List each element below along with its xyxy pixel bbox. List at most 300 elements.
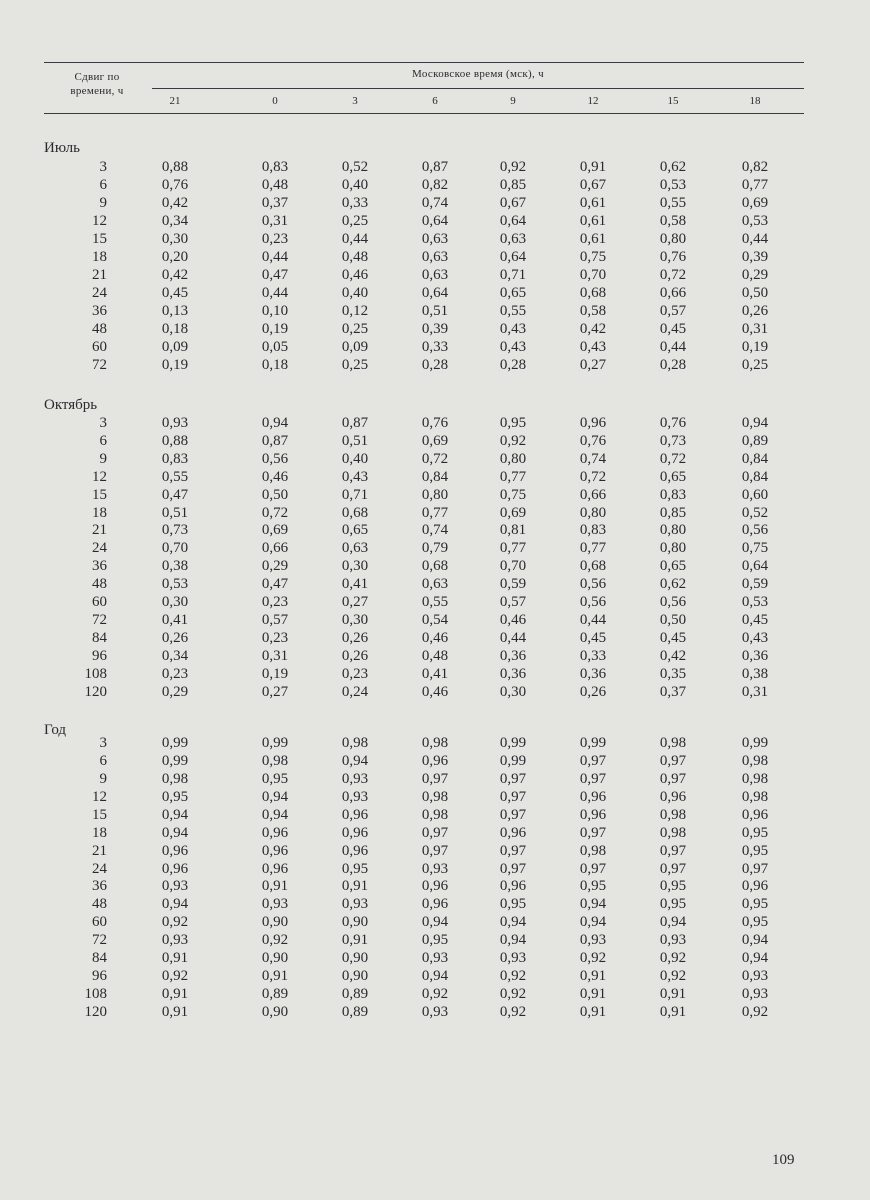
column-header: 21 xyxy=(169,95,181,107)
table-cell: 0,47 xyxy=(261,267,289,283)
table-cell: 0,63 xyxy=(499,231,527,247)
shift-value: 36 xyxy=(92,878,107,895)
table-cell: 0,99 xyxy=(161,735,189,751)
table-cell: 0,38 xyxy=(741,665,769,682)
table-cell: 0,94 xyxy=(261,415,289,431)
table-cell: 0,92 xyxy=(741,1003,769,1020)
shift-value: 24 xyxy=(92,285,107,301)
table-row xyxy=(0,267,870,285)
table-cell: 0,76 xyxy=(659,249,687,265)
table-cell: 0,52 xyxy=(341,159,369,175)
table-cell: 0,29 xyxy=(741,267,769,283)
table-cell: 0,96 xyxy=(741,878,769,895)
table-cell: 0,99 xyxy=(579,735,607,751)
table-cell: 0,81 xyxy=(499,522,527,539)
table-cell: 0,45 xyxy=(741,611,769,628)
table-cell: 0,10 xyxy=(261,303,289,319)
shift-header-line1: Сдвиг по xyxy=(74,71,120,83)
table-cell: 0,84 xyxy=(741,468,769,485)
table-cell: 0,93 xyxy=(161,932,189,949)
table-cell: 0,96 xyxy=(261,824,289,841)
shift-value: 9 xyxy=(99,450,107,467)
table-cell: 0,88 xyxy=(161,159,189,175)
table-cell: 0,96 xyxy=(421,752,449,769)
table-cell: 0,90 xyxy=(341,914,369,931)
shift-value: 72 xyxy=(92,932,107,949)
shift-value: 6 xyxy=(99,752,107,769)
table-cell: 0,41 xyxy=(421,665,449,682)
table-cell: 0,97 xyxy=(659,752,687,769)
table-cell: 0,93 xyxy=(659,932,687,949)
table-cell: 0,34 xyxy=(161,213,189,229)
table-cell: 0,93 xyxy=(161,878,189,895)
table-cell: 0,83 xyxy=(659,486,687,503)
table-cell: 0,93 xyxy=(421,860,449,877)
table-row xyxy=(0,159,870,177)
table-row xyxy=(0,231,870,249)
table-cell: 0,93 xyxy=(741,968,769,985)
table-cell: 0,34 xyxy=(161,647,189,664)
table-cell: 0,23 xyxy=(261,629,289,646)
table-cell: 0,33 xyxy=(421,339,449,355)
table-cell: 0,71 xyxy=(341,486,369,503)
table-row xyxy=(0,540,870,558)
table-cell: 0,19 xyxy=(261,665,289,682)
section-title: Октябрь xyxy=(44,397,98,413)
table-cell: 0,98 xyxy=(741,752,769,769)
table-cell: 0,64 xyxy=(499,213,527,229)
table-cell: 0,92 xyxy=(659,968,687,985)
table-cell: 0,96 xyxy=(741,806,769,823)
table-cell: 0,80 xyxy=(499,450,527,467)
table-row xyxy=(0,771,870,789)
table-cell: 0,36 xyxy=(499,647,527,664)
table-cell: 0,64 xyxy=(499,249,527,265)
table-cell: 0,67 xyxy=(579,177,607,193)
table-cell: 0,33 xyxy=(579,647,607,664)
table-cell: 0,94 xyxy=(499,914,527,931)
table-cell: 0,44 xyxy=(579,611,607,628)
table-cell: 0,97 xyxy=(421,842,449,859)
table-cell: 0,44 xyxy=(261,285,289,301)
table-cell: 0,76 xyxy=(579,432,607,449)
column-header: 3 xyxy=(352,95,358,107)
table-cell: 0,87 xyxy=(261,432,289,449)
table-cell: 0,67 xyxy=(499,195,527,211)
table-cell: 0,99 xyxy=(499,735,527,751)
table-cell: 0,92 xyxy=(261,932,289,949)
table-cell: 0,77 xyxy=(499,468,527,485)
table-cell: 0,93 xyxy=(499,950,527,967)
table-cell: 0,44 xyxy=(341,231,369,247)
table-cell: 0,80 xyxy=(659,231,687,247)
table-cell: 0,92 xyxy=(579,950,607,967)
shift-value: 15 xyxy=(92,806,107,823)
table-cell: 0,75 xyxy=(499,486,527,503)
table-cell: 0,56 xyxy=(579,594,607,610)
table-cell: 0,59 xyxy=(499,576,527,593)
table-cell: 0,70 xyxy=(161,540,189,557)
top-rule xyxy=(44,62,804,63)
table-cell: 0,26 xyxy=(341,647,369,664)
table-row xyxy=(0,303,870,321)
table-cell: 0,98 xyxy=(161,770,189,787)
table-cell: 0,94 xyxy=(421,914,449,931)
table-cell: 0,85 xyxy=(659,504,687,521)
table-cell: 0,18 xyxy=(261,357,289,373)
table-cell: 0,95 xyxy=(341,860,369,877)
shift-value: 12 xyxy=(92,468,107,485)
table-cell: 0,57 xyxy=(499,594,527,610)
table-cell: 0,82 xyxy=(741,159,769,175)
table-cell: 0,96 xyxy=(421,878,449,895)
table-cell: 0,27 xyxy=(579,357,607,373)
table-cell: 0,65 xyxy=(659,468,687,485)
table-cell: 0,91 xyxy=(659,1003,687,1020)
table-cell: 0,76 xyxy=(161,177,189,193)
table-cell: 0,89 xyxy=(341,986,369,1003)
table-cell: 0,93 xyxy=(341,770,369,787)
table-cell: 0,51 xyxy=(421,303,449,319)
table-cell: 0,95 xyxy=(499,415,527,431)
section-title: Июль xyxy=(44,140,80,156)
table-cell: 0,70 xyxy=(499,558,527,575)
table-cell: 0,66 xyxy=(579,486,607,503)
table-cell: 0,90 xyxy=(341,968,369,985)
table-cell: 0,89 xyxy=(341,1003,369,1020)
table-cell: 0,56 xyxy=(579,576,607,593)
table-cell: 0,72 xyxy=(261,504,289,521)
table-row xyxy=(0,576,870,594)
table-cell: 0,40 xyxy=(341,285,369,301)
table-cell: 0,69 xyxy=(499,504,527,521)
table-cell: 0,44 xyxy=(261,249,289,265)
shift-value: 18 xyxy=(92,504,107,521)
table-cell: 0,94 xyxy=(499,932,527,949)
shift-value: 48 xyxy=(92,896,107,913)
table-cell: 0,92 xyxy=(161,968,189,985)
table-cell: 0,63 xyxy=(421,576,449,593)
table-cell: 0,46 xyxy=(261,468,289,485)
table-cell: 0,97 xyxy=(579,752,607,769)
table-cell: 0,94 xyxy=(579,914,607,931)
shift-value: 24 xyxy=(92,860,107,877)
table-cell: 0,09 xyxy=(161,339,189,355)
shift-value: 36 xyxy=(92,303,107,319)
table-cell: 0,46 xyxy=(421,629,449,646)
table-cell: 0,93 xyxy=(341,788,369,805)
shift-value: 3 xyxy=(99,159,107,175)
shift-value: 84 xyxy=(92,950,107,967)
column-header: 15 xyxy=(667,95,679,107)
table-cell: 0,31 xyxy=(741,683,769,700)
table-cell: 0,95 xyxy=(741,914,769,931)
table-cell: 0,96 xyxy=(161,842,189,859)
table-cell: 0,26 xyxy=(741,303,769,319)
table-cell: 0,93 xyxy=(161,415,189,431)
column-header: 12 xyxy=(587,95,599,107)
table-cell: 0,72 xyxy=(659,267,687,283)
table-cell: 0,68 xyxy=(579,285,607,301)
table-cell: 0,93 xyxy=(341,896,369,913)
shift-value: 120 xyxy=(84,683,107,700)
table-cell: 0,66 xyxy=(261,540,289,557)
table-row xyxy=(0,285,870,303)
table-cell: 0,27 xyxy=(261,683,289,700)
table-cell: 0,97 xyxy=(421,770,449,787)
table-cell: 0,89 xyxy=(261,986,289,1003)
table-cell: 0,93 xyxy=(579,932,607,949)
table-cell: 0,96 xyxy=(499,824,527,841)
table-row xyxy=(0,177,870,195)
table-cell: 0,26 xyxy=(579,683,607,700)
table-cell: 0,91 xyxy=(579,1003,607,1020)
table-cell: 0,50 xyxy=(741,285,769,301)
table-row xyxy=(0,666,870,684)
table-cell: 0,68 xyxy=(579,558,607,575)
table-cell: 0,25 xyxy=(341,357,369,373)
table-cell: 0,91 xyxy=(261,878,289,895)
shift-value: 60 xyxy=(92,914,107,931)
table-row xyxy=(0,487,870,505)
table-cell: 0,97 xyxy=(421,824,449,841)
shift-value: 9 xyxy=(99,195,107,211)
table-cell: 0,31 xyxy=(261,647,289,664)
shift-value: 3 xyxy=(99,415,107,431)
shift-value: 9 xyxy=(99,770,107,787)
table-cell: 0,84 xyxy=(421,468,449,485)
table-cell: 0,20 xyxy=(161,249,189,265)
table-cell: 0,69 xyxy=(421,432,449,449)
table-cell: 0,30 xyxy=(161,594,189,610)
table-row xyxy=(0,878,870,896)
table-cell: 0,95 xyxy=(741,842,769,859)
table-row xyxy=(0,451,870,469)
table-cell: 0,96 xyxy=(341,806,369,823)
table-cell: 0,29 xyxy=(161,683,189,700)
table-cell: 0,43 xyxy=(499,339,527,355)
table-cell: 0,77 xyxy=(741,177,769,193)
table-cell: 0,91 xyxy=(161,1003,189,1020)
column-header: 18 xyxy=(749,95,761,107)
table-cell: 0,93 xyxy=(421,1003,449,1020)
table-cell: 0,62 xyxy=(659,576,687,593)
table-cell: 0,63 xyxy=(421,231,449,247)
table-cell: 0,56 xyxy=(659,594,687,610)
table-cell: 0,66 xyxy=(659,285,687,301)
table-cell: 0,77 xyxy=(499,540,527,557)
table-cell: 0,95 xyxy=(741,824,769,841)
shift-value: 96 xyxy=(92,647,107,664)
table-cell: 0,94 xyxy=(161,896,189,913)
table-cell: 0,23 xyxy=(261,594,289,610)
table-row xyxy=(0,505,870,523)
table-cell: 0,89 xyxy=(741,432,769,449)
table-cell: 0,75 xyxy=(579,249,607,265)
table-cell: 0,92 xyxy=(161,914,189,931)
table-cell: 0,68 xyxy=(341,504,369,521)
table-cell: 0,97 xyxy=(499,842,527,859)
table-cell: 0,09 xyxy=(341,339,369,355)
shift-value: 84 xyxy=(92,629,107,646)
table-cell: 0,33 xyxy=(341,195,369,211)
group-header-rule xyxy=(152,88,804,89)
table-cell: 0,96 xyxy=(659,788,687,805)
page-number: 109 xyxy=(772,1152,795,1168)
table-cell: 0,46 xyxy=(421,683,449,700)
table-cell: 0,98 xyxy=(341,735,369,751)
table-cell: 0,48 xyxy=(421,647,449,664)
shift-value: 3 xyxy=(99,735,107,751)
table-cell: 0,70 xyxy=(579,267,607,283)
table-cell: 0,97 xyxy=(659,860,687,877)
table-cell: 0,98 xyxy=(421,788,449,805)
table-cell: 0,87 xyxy=(421,159,449,175)
table-cell: 0,43 xyxy=(499,321,527,337)
table-cell: 0,23 xyxy=(161,665,189,682)
table-cell: 0,94 xyxy=(741,950,769,967)
table-row xyxy=(0,213,870,231)
table-cell: 0,96 xyxy=(261,860,289,877)
table-cell: 0,45 xyxy=(161,285,189,301)
table-row xyxy=(0,648,870,666)
table-cell: 0,98 xyxy=(741,788,769,805)
table-cell: 0,44 xyxy=(499,629,527,646)
table-cell: 0,48 xyxy=(261,177,289,193)
table-cell: 0,90 xyxy=(261,950,289,967)
table-cell: 0,56 xyxy=(261,450,289,467)
table-cell: 0,96 xyxy=(579,788,607,805)
table-cell: 0,42 xyxy=(161,267,189,283)
table-cell: 0,57 xyxy=(261,611,289,628)
table-cell: 0,30 xyxy=(161,231,189,247)
table-cell: 0,45 xyxy=(579,629,607,646)
shift-value: 108 xyxy=(84,986,107,1003)
table-cell: 0,19 xyxy=(741,339,769,355)
table-cell: 0,97 xyxy=(579,824,607,841)
table-cell: 0,28 xyxy=(421,357,449,373)
table-cell: 0,61 xyxy=(579,195,607,211)
table-cell: 0,39 xyxy=(421,321,449,337)
shift-header xyxy=(52,70,142,98)
table-cell: 0,26 xyxy=(341,629,369,646)
shift-value: 6 xyxy=(99,432,107,449)
table-cell: 0,36 xyxy=(499,665,527,682)
table-cell: 0,96 xyxy=(161,860,189,877)
table-cell: 0,72 xyxy=(421,450,449,467)
table-cell: 0,85 xyxy=(499,177,527,193)
shift-value: 60 xyxy=(92,594,107,610)
table-cell: 0,25 xyxy=(341,321,369,337)
table-cell: 0,91 xyxy=(579,986,607,1003)
table-cell: 0,28 xyxy=(659,357,687,373)
table-row xyxy=(0,753,870,771)
table-cell: 0,52 xyxy=(741,504,769,521)
table-cell: 0,92 xyxy=(499,432,527,449)
table-cell: 0,99 xyxy=(261,735,289,751)
table-cell: 0,95 xyxy=(741,896,769,913)
table-cell: 0,58 xyxy=(659,213,687,229)
table-cell: 0,44 xyxy=(659,339,687,355)
shift-value: 24 xyxy=(92,540,107,557)
table-cell: 0,92 xyxy=(499,968,527,985)
table-row xyxy=(0,522,870,540)
section-title: Год xyxy=(44,722,67,738)
table-cell: 0,91 xyxy=(579,159,607,175)
table-cell: 0,82 xyxy=(421,177,449,193)
table-cell: 0,69 xyxy=(261,522,289,539)
table-cell: 0,84 xyxy=(741,450,769,467)
shift-value: 72 xyxy=(92,611,107,628)
table-cell: 0,50 xyxy=(261,486,289,503)
table-row xyxy=(0,735,870,753)
table-cell: 0,94 xyxy=(741,415,769,431)
table-cell: 0,98 xyxy=(421,806,449,823)
table-cell: 0,30 xyxy=(341,558,369,575)
table-cell: 0,55 xyxy=(499,303,527,319)
table-row xyxy=(0,861,870,879)
table-cell: 0,38 xyxy=(161,558,189,575)
table-cell: 0,05 xyxy=(261,339,289,355)
table-cell: 0,48 xyxy=(341,249,369,265)
table-cell: 0,56 xyxy=(741,522,769,539)
table-row xyxy=(0,914,870,932)
table-cell: 0,83 xyxy=(579,522,607,539)
table-cell: 0,31 xyxy=(741,321,769,337)
table-cell: 0,29 xyxy=(261,558,289,575)
table-cell: 0,97 xyxy=(579,770,607,787)
table-cell: 0,92 xyxy=(499,159,527,175)
shift-value: 6 xyxy=(99,177,107,193)
table-cell: 0,80 xyxy=(579,504,607,521)
table-row xyxy=(0,950,870,968)
table-cell: 0,91 xyxy=(261,968,289,985)
table-cell: 0,43 xyxy=(579,339,607,355)
table-cell: 0,92 xyxy=(499,986,527,1003)
table-cell: 0,58 xyxy=(579,303,607,319)
table-cell: 0,94 xyxy=(261,806,289,823)
table-cell: 0,91 xyxy=(659,986,687,1003)
table-cell: 0,36 xyxy=(579,665,607,682)
table-cell: 0,28 xyxy=(499,357,527,373)
table-cell: 0,95 xyxy=(499,896,527,913)
table-row xyxy=(0,558,870,576)
table-cell: 0,74 xyxy=(579,450,607,467)
table-cell: 0,94 xyxy=(161,806,189,823)
table-cell: 0,40 xyxy=(341,450,369,467)
table-row xyxy=(0,339,870,357)
table-cell: 0,60 xyxy=(741,486,769,503)
table-cell: 0,99 xyxy=(161,752,189,769)
table-row xyxy=(0,612,870,630)
table-cell: 0,77 xyxy=(579,540,607,557)
table-cell: 0,55 xyxy=(421,594,449,610)
table-cell: 0,53 xyxy=(741,213,769,229)
shift-value: 15 xyxy=(92,231,107,247)
shift-value: 72 xyxy=(92,357,107,373)
table-cell: 0,63 xyxy=(421,249,449,265)
table-cell: 0,41 xyxy=(341,576,369,593)
table-cell: 0,73 xyxy=(659,432,687,449)
table-cell: 0,94 xyxy=(161,824,189,841)
table-cell: 0,12 xyxy=(341,303,369,319)
table-cell: 0,96 xyxy=(341,842,369,859)
table-cell: 0,46 xyxy=(341,267,369,283)
table-cell: 0,76 xyxy=(421,415,449,431)
table-cell: 0,97 xyxy=(579,860,607,877)
table-cell: 0,30 xyxy=(499,683,527,700)
table-cell: 0,91 xyxy=(579,968,607,985)
